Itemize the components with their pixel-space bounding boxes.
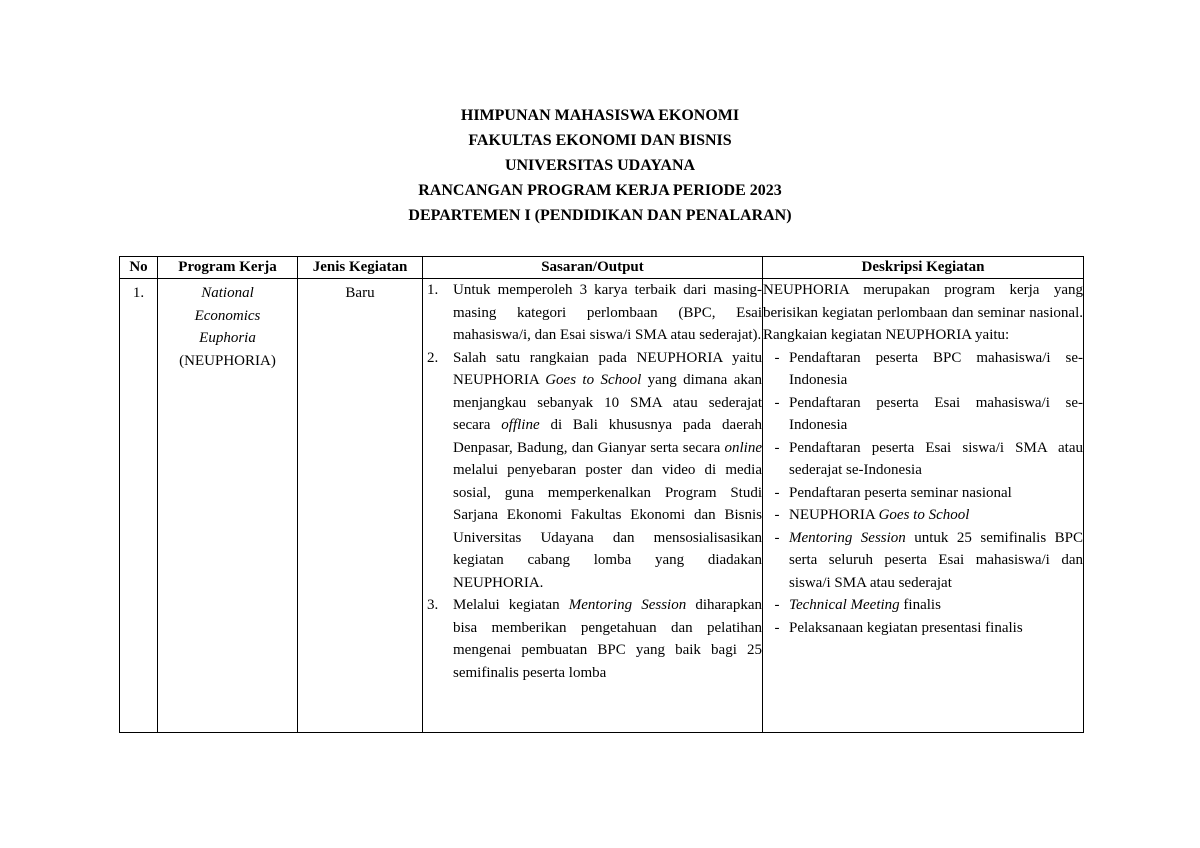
table-row <box>120 279 1084 733</box>
list-item: - Pelaksanaan kegiatan presentasi finalis <box>774 619 1023 636</box>
list-item: - Pendaftaran peserta seminar nasional <box>774 484 1012 501</box>
program-name-line3: Euphoria <box>199 330 256 346</box>
program-acronym: (NEUPHORIA) <box>179 352 276 369</box>
cell-no <box>120 279 158 733</box>
column-header-no: No <box>120 257 158 279</box>
document-header <box>0 103 1200 228</box>
column-header-program: Program Kerja <box>158 257 298 279</box>
deskripsi-intro: NEUPHORIA merupakan program kerja yang berisikan kegiatan perlombaan dan seminar nasional. Rangkaian kegiatan NEUPHORIA yaitu: <box>763 282 1083 343</box>
cell-jenis <box>298 279 423 733</box>
sasaran-text-1: Untuk memperoleh 3 karya terbaik dari masing-masing kategori perlombaan (BPC, Esai mahasiswa/i, dan Esai siswa/i SMA atau sederajat). <box>453 282 762 343</box>
table-header-row <box>120 257 1084 279</box>
cell-sasaran <box>423 279 763 733</box>
column-header-jenis: Jenis Kegiatan <box>298 257 423 279</box>
activity-type: Baru <box>345 285 375 301</box>
organization-name: HIMPUNAN MAHASISWA EKONOMI <box>460 107 740 124</box>
department-name: DEPARTEMEN I (PENDIDIKAN DAN PENALARAN) <box>408 207 792 224</box>
program-name-line1: National <box>201 285 254 301</box>
list-item: 2. Salah satu rangkaian pada NEUPHORIA yaitu NEUPHORIA Goes to School yang dimana akan menjangkau sebanyak 10 SMA atau sederajat secara offline di Bali khususnya pada daerah Denpasar, Badung, dan Gianyar serta secara online melalui penyebaran poster dan video di media sosial, guna memperkenalkan Program Studi Sarjana Ekonomi Fakultas Ekonomi dan Bisnis Universitas Udayana dan mensosialisasikan kegiatan cabang lomba yang diadakan NEUPHORIA. <box>423 347 762 595</box>
sasaran-text-2: Salah satu rangkaian pada NEUPHORIA yaitu NEUPHORIA Goes to School yang dimana akan menjangkau sebanyak 10 SMA atau sederajat secara offline di Bali khususnya pada daerah Denpasar, Badung, dan Gianyar serta secara online melalui penyebaran poster dan video di media sosial, guna memperkenalkan Program Studi Sarjana Ekonomi Fakultas Ekonomi dan Bisnis Universitas Udayana dan mensosialisasikan kegiatan cabang lomba yang diadakan NEUPHORIA. <box>453 349 763 591</box>
program-table <box>119 256 1084 733</box>
list-item: - Technical Meeting finalis <box>774 597 941 613</box>
list-item: - Mentoring Session untuk 25 semifinalis BPC serta seluruh peserta Esai mahasiswa/i dan siswa/i SMA atau sederajat <box>774 529 1084 591</box>
faculty-name: FAKULTAS EKONOMI DAN BISNIS <box>468 132 732 149</box>
program-name-line2: Economics <box>194 307 261 324</box>
sasaran-text-3: Melalui kegiatan Mentoring Session diharapkan bisa memberikan pengetahuan dan pelatihan mengenai pembuatan BPC yang baik bagi 25 semifinalis peserta lomba <box>453 597 762 681</box>
list-item: - NEUPHORIA Goes to School <box>774 507 970 523</box>
list-item: - Pendaftaran peserta BPC mahasiswa/i se-Indonesia <box>774 349 1083 388</box>
university-name: UNIVERSITAS UDAYANA <box>504 157 696 174</box>
cell-program <box>158 279 298 733</box>
list-item: 3. Melalui kegiatan Mentoring Session diharapkan bisa memberikan pengetahuan dan pelatihan mengenai pembuatan BPC yang baik bagi 25 semifinalis peserta lomba <box>423 594 762 684</box>
column-header-sasaran: Sasaran/Output <box>423 257 763 279</box>
list-item: - Pendaftaran peserta Esai mahasiswa/i se-Indonesia <box>774 394 1083 433</box>
cell-deskripsi <box>763 279 1084 733</box>
row-number: 1. <box>132 285 145 301</box>
list-item: - Pendaftaran peserta Esai siswa/i SMA atau sederajat se-Indonesia <box>774 439 1083 478</box>
document-title: RANCANGAN PROGRAM KERJA PERIODE 2023 <box>418 182 782 199</box>
list-item: 1. Untuk memperoleh 3 karya terbaik dari masing-masing kategori perlombaan (BPC, Esai mahasiswa/i, dan Esai siswa/i SMA atau sederajat). <box>423 279 762 347</box>
column-header-deskripsi: Deskripsi Kegiatan <box>763 257 1084 279</box>
